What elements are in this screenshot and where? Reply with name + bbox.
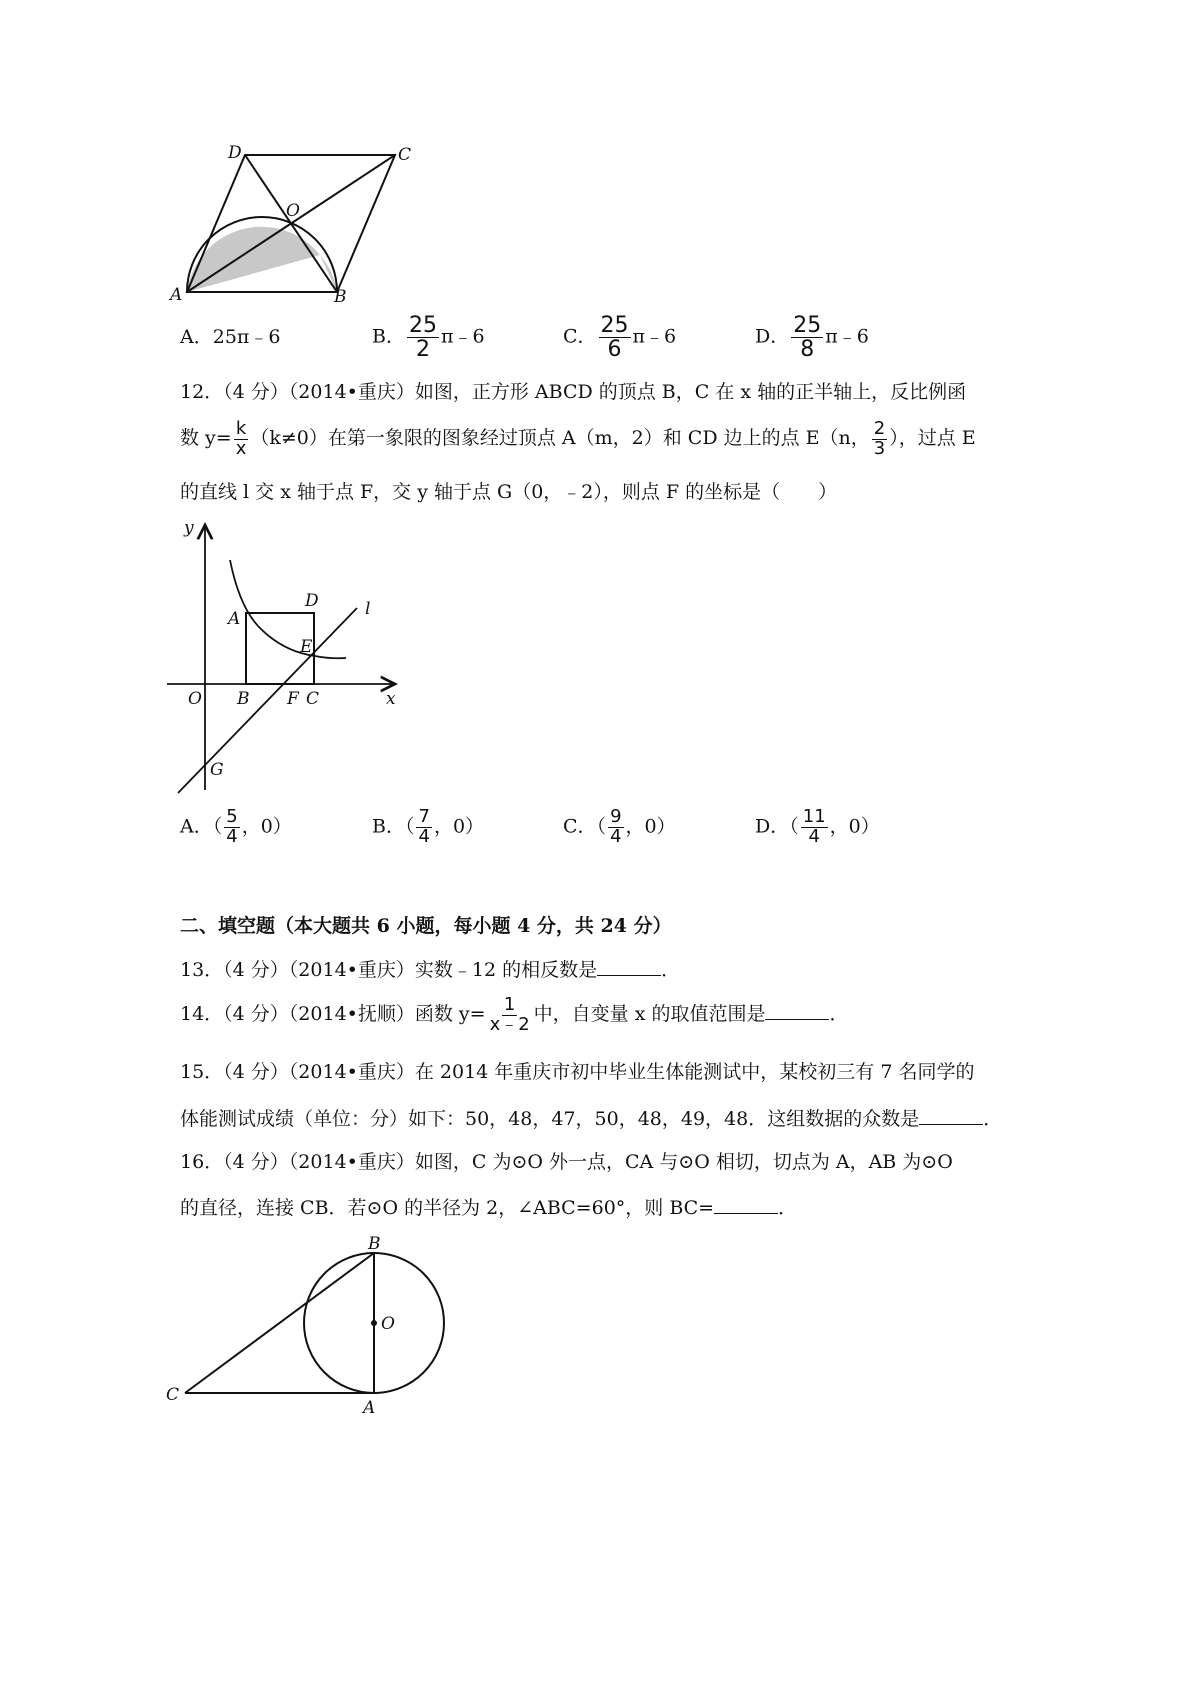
q16-end: ． [778,1197,798,1219]
fraction-denominator: 4 [418,825,430,847]
fraction-numerator: 25 [600,313,629,338]
q12-text: 数 y= [180,427,232,449]
label-l: l [365,599,371,619]
q15-end: ． [983,1108,1003,1130]
label-b: B [237,689,250,709]
q12-fraction-two-thirds [872,417,887,459]
q16-line-1: 16．（4 分）（2014•重庆）如图，C 为⊙O 外一点，CA 与⊙O 相切，切点为 A，AB 为⊙O [180,1151,953,1173]
q14-fraction [488,993,532,1035]
q11-option-c[interactable] [563,314,676,361]
q13 [180,955,680,984]
fraction-denominator: 3 [873,437,886,459]
q12-option-c[interactable] [563,808,676,847]
option-suffix: π﹣6 [825,325,869,348]
q14-text: 中，自变量 x 的取值范围是 [533,1003,766,1025]
label-c: C [398,145,412,165]
label-o: O [188,689,202,709]
section-2-heading: 二、填空题（本大题共 6 小题，每小题 4 分，共 24 分） [180,915,672,937]
fraction-denominator: x﹣2 [489,1013,530,1035]
fraction-numerator: 25 [408,313,437,338]
fraction-denominator: 4 [610,825,622,847]
q11-option-a[interactable] [180,322,281,352]
option-close: ，0） [433,815,485,838]
q15-line-2 [180,1104,1002,1133]
option-suffix: π﹣6 [632,325,677,348]
label-e: E [300,637,313,657]
option-close: ，0） [241,815,292,838]
label-a: A [363,1398,376,1418]
option-fraction [599,314,631,361]
q16-line-2 [180,1193,797,1222]
option-fraction [407,314,439,361]
option-open: （ [404,815,415,838]
q12-line-1: 12．（4 分）（2014•重庆）如图，正方形 ABCD 的顶点 B，C 在 x 轴的正半轴上，反比例函 [180,381,967,403]
q14-end: ． [829,1003,849,1025]
answer-blank[interactable] [919,1104,983,1125]
fraction-numerator: 2 [873,417,886,439]
fraction-denominator: 8 [800,337,815,363]
q12-text: （k≠0）在第一象限的图象经过顶点 A（m，2）和 CD 边上的点 E（n， [250,427,870,449]
label-x: x [386,689,396,709]
fraction-denominator: 4 [808,825,820,847]
center-point [371,1320,377,1326]
q16-figure [160,1230,460,1430]
label-a: A [170,285,183,305]
answer-blank[interactable] [714,1193,778,1214]
fraction-numerator: 1 [503,993,516,1015]
label-d: D [305,591,319,611]
label-g: G [210,760,224,780]
q12-option-d[interactable] [755,808,880,847]
option-open: （ [212,815,223,838]
answer-blank[interactable] [597,955,661,976]
q13-end: ． [661,959,681,981]
segment-cb [185,1253,374,1393]
option-text: 25π﹣6 [212,326,281,348]
q15-line-1: 15．（4 分）（2014•重庆）在 2014 年重庆市初中毕业生体能测试中，某校初三有 7 名同学的 [180,1061,975,1083]
label-y: y [184,518,194,538]
q15-text: 体能测试成绩（单位：分）如下：50，48，47，50，48，49，48．这组数据的众数是 [180,1108,920,1130]
option-letter: D． [755,815,790,838]
q11-option-b[interactable] [372,314,485,361]
option-open: （ [789,815,799,838]
q12-fraction-k-over-x [234,417,249,459]
label-b: B [334,287,347,307]
option-fraction [608,808,623,847]
q13-text: 13．（4 分）（2014•重庆）实数﹣12 的相反数是 [180,959,598,981]
q11-option-d[interactable] [755,314,869,361]
label-o: O [286,201,300,221]
option-letter: A． [180,815,213,838]
option-letter: C． [563,325,597,348]
q12-line-3: 的直线 l 交 x 轴于点 F，交 y 轴于点 G（0，﹣2），则点 F 的坐标是（ ） [180,481,838,503]
fraction-denominator: 4 [226,825,238,847]
q14 [180,994,848,1034]
fraction-denominator: x [235,437,247,459]
label-f: F [287,689,299,709]
option-close: ，0） [625,815,676,838]
option-open: （ [596,815,607,838]
label-a: A [228,609,241,629]
q12-text: ），过点 E [889,427,976,449]
fraction-denominator: 2 [415,337,430,363]
q14-text: 14．（4 分）（2014•抚顺）函数 y= [180,1003,486,1025]
fraction-numerator: 5 [226,806,238,827]
label-o: O [381,1314,395,1334]
option-letter: A． [180,326,213,348]
q12-figure [160,510,420,800]
q11-figure [160,130,440,310]
fraction-denominator: 6 [607,337,622,363]
q12-option-a[interactable] [180,808,292,847]
label-b: B [368,1234,381,1254]
option-fraction [791,314,823,361]
option-letter: C． [563,815,597,838]
option-fraction [224,808,239,847]
option-letter: D． [755,325,790,348]
option-close: ，0） [829,815,880,838]
option-letter: B． [372,815,405,838]
option-fraction [801,808,828,847]
label-c: C [166,1385,180,1405]
label-c: C [306,689,320,709]
hyperbola [230,560,346,658]
option-fraction [416,808,431,847]
fraction-numerator: 25 [793,313,822,338]
fraction-numerator: 7 [418,806,430,827]
q16-text: 的直径，连接 CB．若⊙O 的半径为 2，∠ABC=60°，则 BC= [180,1197,715,1219]
fraction-numerator: 11 [802,806,826,827]
option-letter: B． [372,325,405,348]
option-suffix: π﹣6 [440,325,485,348]
label-d: D [228,143,242,163]
fraction-numerator: k [235,417,247,439]
q12-line-2 [180,418,976,458]
q12-option-b[interactable] [372,808,484,847]
fraction-numerator: 9 [610,806,622,827]
answer-blank[interactable] [765,999,829,1020]
